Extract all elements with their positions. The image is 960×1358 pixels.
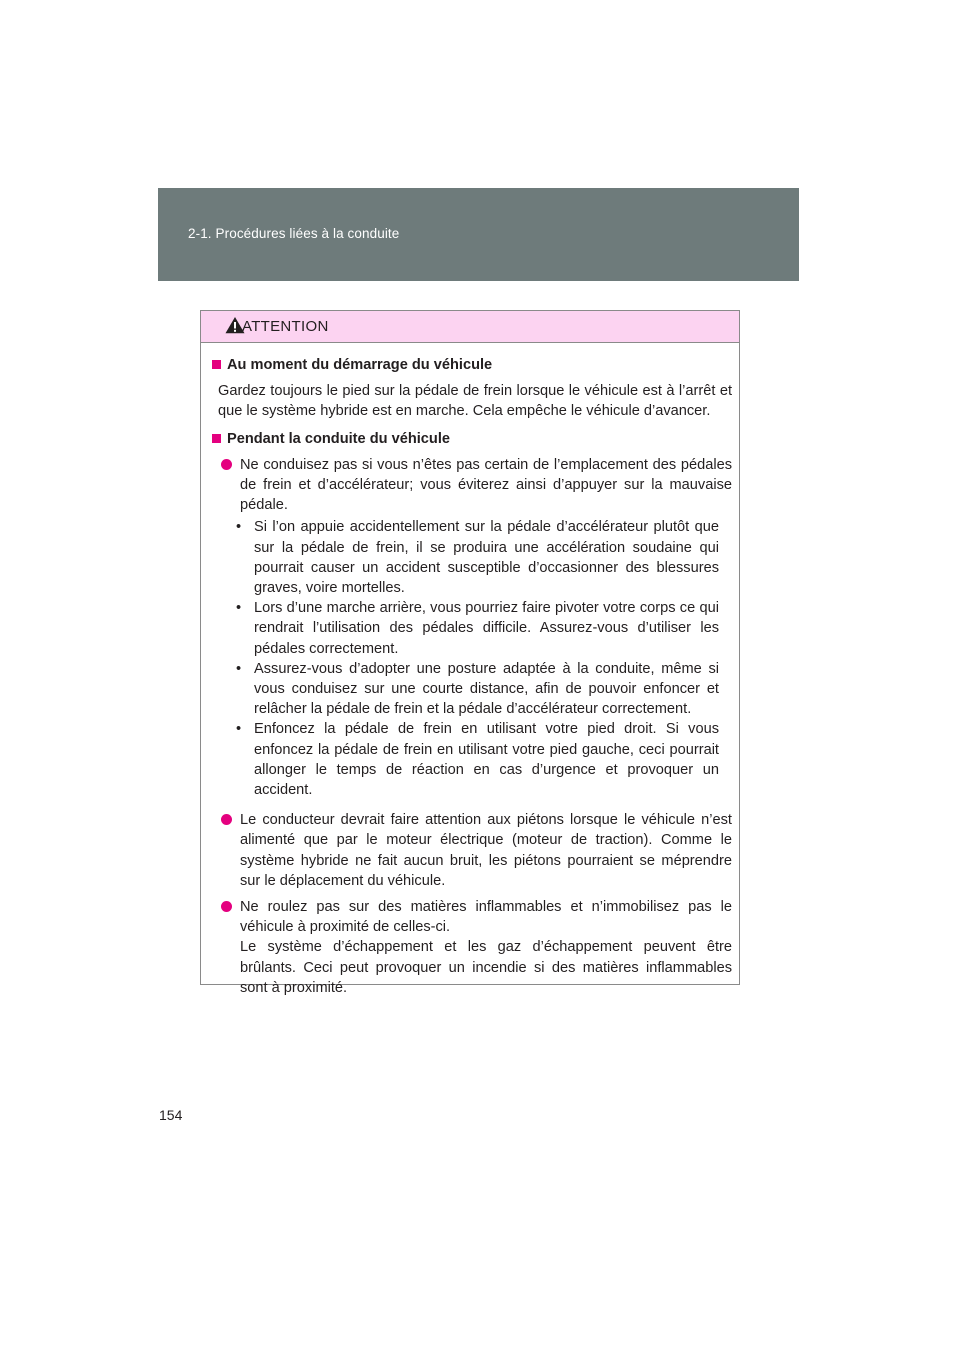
section-title: 2-1. Procédures liées à la conduite [188,226,400,241]
section-heading [210,429,732,449]
section-heading-text: Au moment du démarrage du véhicule [227,357,493,373]
circle-bullet-icon [221,459,232,470]
bullet-item [218,455,732,804]
sub-list-item: • Si l’on appuie accidentellement sur la pédale d’accélérateur plutôt que sur la pédale de frein, il se produira une accélération soudaine qui pourrait causer un accident susceptible d’occasionner des blessures graves, voire mortelles. [232,517,732,598]
square-bullet-icon [212,434,221,443]
bullet-text: Ne roulez pas sur des matières inflammables et n’immobilisez pas le véhicule à proximité de celles-ci. [240,899,732,936]
bullet-item [218,897,732,998]
bullet-item [218,810,732,891]
warning-label: ATTENTION [242,318,329,335]
sub-list-item: • Assurez-vous d’adopter une posture adaptée à la conduite, même si vous conduisez sur une courte distance, afin de pouvoir enfoncer et relâcher la pédale de frein et la pédale d’accélérateur correctement. [232,659,732,720]
page-number: 154 [159,1107,183,1123]
sub-list [232,517,732,800]
section-heading-text: Pendant la conduite du véhicule [227,430,450,447]
circle-bullet-icon [221,814,232,825]
warning-box [200,310,740,996]
sub-list-item: • Enfoncez la pédale de frein en utilisant votre pied droit. Si vous enfoncez la pédale de frein en utilisant votre pied gauche, ceci pourrait allonger le temps de réaction en cas d’urgence et provoquer un accident. [232,719,732,800]
bullet-text-continued: Le système d’échappement et les gaz d’échappement peuvent être brûlants. Ceci peut provoquer un incendie si des matières inflammables sont à proximité. [240,939,732,996]
sub-item-text: Assurez-vous d’adopter une posture adaptée à la conduite, même si vous conduisez sur une courte distance, afin de pouvoir enfoncer et relâcher la pédale de frein et la pédale d’accélérateur correctement. [254,660,719,718]
bullet-text: Ne conduisez pas si vous n’êtes pas certain de l’emplacement des pédales de frein et d’accélérateur; vous éviterez ainsi d’appuyer sur la mauvaise pédale. [240,456,732,514]
square-bullet-icon [212,360,221,369]
section-header-band [158,188,799,281]
sub-item-text: Lors d’une marche arrière, vous pourriez faire pivoter votre corps ce qui rendrait l’utilisation des pédales difficile. Assurez-vous d’utiliser les pédales correctement. [254,600,719,657]
bullet-text: Le conducteur devrait faire attention aux piétons lorsque le véhicule n’est alimenté que par le moteur électrique (moteur de traction). Comme le système hybride ne fait aucun bruit, les piétons pourraient se méprendre sur le déplacement du véhicule. [240,812,732,889]
section-heading [210,355,732,375]
circle-bullet-icon [221,901,232,912]
sub-list-item: • Lors d’une marche arrière, vous pourriez faire pivoter votre corps ce qui rendrait l’utilisation des pédales difficile. Assurez-vous d’utiliser les pédales correctement. [232,598,732,659]
sub-item-text: Si l’on appuie accidentellement sur la pédale d’accélérateur plutôt que sur la pédale de frein, il se produira une accélération soudaine qui pourrait causer un accident susceptible d’occasionner des blessures graves, voire mortelles. [254,519,719,597]
warning-body [201,343,739,998]
sub-item-text: Enfoncez la pédale de frein en utilisant votre pied droit. Si vous enfoncez la pédale de frein en utilisant votre pied gauche, ceci pourrait allonger le temps de réaction en cas d’urgence et provoquer un accident. [254,721,719,799]
warning-header [201,311,739,343]
paragraph: Gardez toujours le pied sur la pédale de frein lorsque le véhicule est à l’arrêt et que le système hybride est en marche. Cela empêche le véhicule d’avancer. [218,383,732,420]
